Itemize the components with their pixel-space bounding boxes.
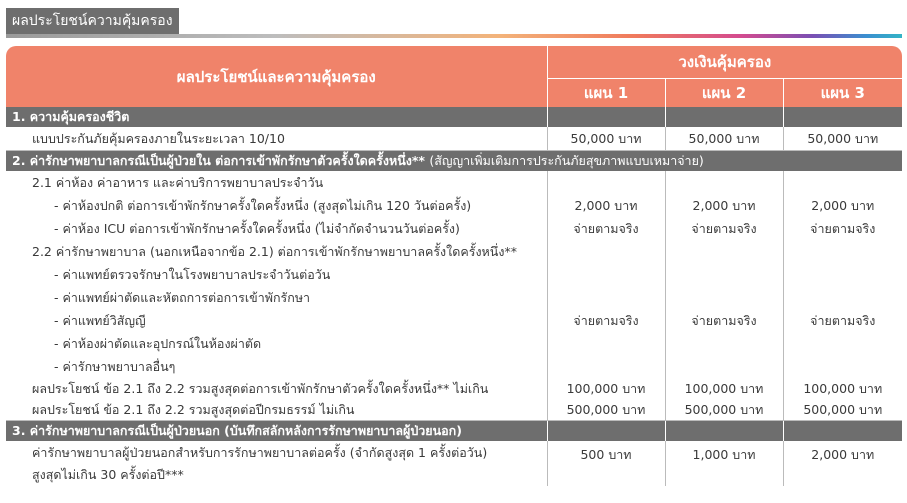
item-2-1-b-plan-1: จ่ายตามจริง [547, 217, 665, 240]
total-per-admission-label: ผลประโยชน์ ข้อ 2.1 ถึง 2.2 รวมสูงสุดต่อการเข้าพักรักษาตัวครั้งใดครั้งหนึ่ง** ไม่เกิน [32, 381, 489, 396]
item-2-2-label: 2.2 ค่ารักษาพยาบาล (นอกเหนือจากข้อ 2.1) ต่อการเข้าพักรักษาพยาบาลครั้งใดครั้งหนึ่ง** [32, 243, 517, 259]
item-2-2-sub-1: - ค่าแพทย์ตรวจรักษาในโรงพยาบาลประจำวันต่อวัน [54, 266, 331, 282]
plan-3-header: แผน 3 [783, 79, 902, 108]
item-2-2-sub-2: - ค่าแพทย์ผ่าตัดและหัตถการต่อการเข้าพักรักษา [54, 289, 311, 305]
gradient-divider [6, 34, 902, 38]
section-3-plan-1-value: 500 บาท [547, 441, 665, 486]
plan-2-header: แผน 2 [665, 79, 783, 108]
section-2-title-note: (สัญญาเพิ่มเติมการประกันภัยสุขภาพแบบเหมาจ่าย) [429, 153, 704, 168]
total-per-year-label: ผลประโยชน์ ข้อ 2.1 ถึง 2.2 รวมสูงสุดต่อปีกรมธรรม์ ไม่เกิน [32, 402, 355, 417]
item-2-1-b-label: - ค่าห้อง ICU ต่อการเข้าพักรักษาครั้งใดครั้งหนึ่ง (ไม่จำกัดจำนวนวันต่อครั้ง) [54, 220, 460, 236]
item-2-2-plan-2: จ่ายตามจริง [665, 263, 783, 378]
total-per-admission-plan-1: 100,000 บาท [547, 378, 665, 400]
section-1-title: 1. ความคุ้มครองชีวิต [6, 107, 547, 127]
section-3-row-label-1: ค่ารักษาพยาบาลผู้ป่วยนอกสำหรับการรักษาพยาบาลต่อครั้ง (จำกัดสูงสุด 1 ครั้งต่อวัน) [32, 444, 488, 460]
benefit-column-header: ผลประโยชน์และความคุ้มครอง [6, 46, 547, 107]
item-2-2-sub-5: - ค่ารักษาพยาบาลอื่นๆ [54, 358, 176, 374]
total-per-admission-plan-3: 100,000 บาท [783, 378, 902, 400]
item-2-1-a-plan-3: 2,000 บาท [783, 194, 902, 217]
total-per-year-plan-1: 500,000 บาท [547, 400, 665, 421]
section-2-title [6, 151, 902, 172]
section-2-title-text: 2. ค่ารักษาพยาบาลกรณีเป็นผู้ป่วยใน ต่อการเข้าพักรักษาตัวครั้งใดครั้งหนึ่ง** [12, 153, 425, 168]
total-per-year-plan-3: 500,000 บาท [783, 400, 902, 421]
section-1-plan-1-value: 50,000 บาท [547, 127, 665, 151]
coverage-table [6, 46, 902, 486]
item-2-1-a-plan-1: 2,000 บาท [547, 194, 665, 217]
item-2-2-sub-4: - ค่าห้องผ่าตัดและอุปกรณ์ในห้องผ่าตัด [54, 335, 262, 351]
item-2-2-plan-1: จ่ายตามจริง [547, 263, 665, 378]
section-1-plan-3-value: 50,000 บาท [783, 127, 902, 151]
item-2-1-b-plan-2: จ่ายตามจริง [665, 217, 783, 240]
section-3-plan-2-value: 1,000 บาท [665, 441, 783, 486]
item-2-1-label: 2.1 ค่าห้อง ค่าอาหาร และค่าบริการพยาบาลประจำวัน [32, 174, 324, 190]
total-per-admission-plan-2: 100,000 บาท [665, 378, 783, 400]
plan-1-header: แผน 1 [547, 79, 665, 108]
section-3-row-label-2: สูงสุดไม่เกิน 30 ครั้งต่อปี*** [32, 467, 184, 482]
item-2-2-sub-3: - ค่าแพทย์วิสัญญี [54, 312, 146, 328]
section-title-tab: ผลประโยชน์ความคุ้มครอง [6, 8, 179, 34]
item-2-1-b-plan-3: จ่ายตามจริง [783, 217, 902, 240]
item-2-2-plan-3: จ่ายตามจริง [783, 263, 902, 378]
section-1-row-label: แบบประกันภัยคุ้มครองภายในระยะเวลา 10/10 [32, 130, 285, 146]
coverage-column-header: วงเงินคุ้มครอง [547, 46, 902, 79]
section-1-plan-2-value: 50,000 บาท [665, 127, 783, 151]
section-3-title: 3. ค่ารักษาพยาบาลกรณีเป็นผู้ป่วยนอก (บันทึกสลักหลังการรักษาพยาบาลผู้ป่วยนอก) [6, 421, 547, 442]
item-2-1-a-plan-2: 2,000 บาท [665, 194, 783, 217]
item-2-1-a-label: - ค่าห้องปกติ ต่อการเข้าพักรักษาครั้งใดครั้งหนึ่ง (สูงสุดไม่เกิน 120 วันต่อครั้ง) [54, 197, 472, 213]
section-3-plan-3-value: 2,000 บาท [783, 441, 902, 486]
total-per-year-plan-2: 500,000 บาท [665, 400, 783, 421]
